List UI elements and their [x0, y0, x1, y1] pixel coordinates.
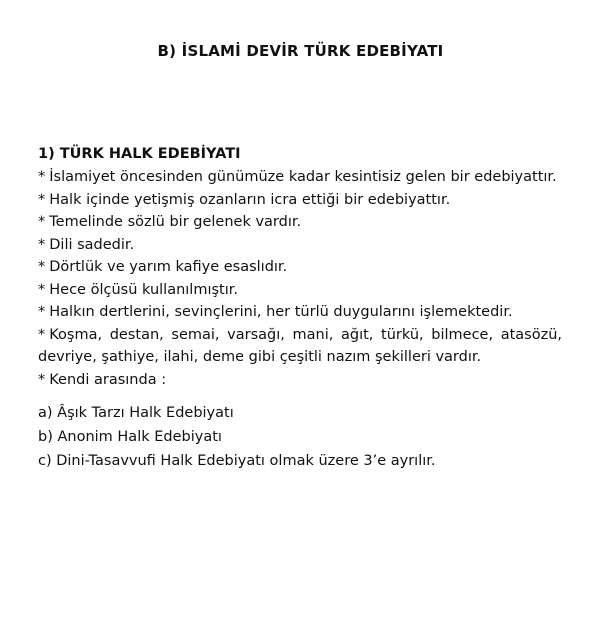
- bullet-text: Dörtlük ve yarım kafiye esaslıdır.: [49, 259, 288, 275]
- bullet-marker: *: [38, 236, 46, 253]
- subtype-item: b) Anonim Halk Edebiyatı: [38, 429, 222, 445]
- bullet-text: Temelinde sözlü bir gelenek vardır.: [49, 214, 302, 230]
- section-content: [38, 142, 562, 473]
- bullet-item: [38, 166, 562, 189]
- bullet-text: İslamiyet öncesinden günümüze kadar kesintisiz gelen bir edebiyattır.: [49, 169, 557, 185]
- bullet-marker: *: [38, 281, 46, 298]
- subtype-item: c) Dini-Tasavvufi Halk Edebiyatı olmak üzere 3’e ayrılır.: [38, 453, 436, 469]
- bullet-item: [38, 279, 562, 302]
- bullet-item: [38, 256, 562, 279]
- subtype-item: a) Âşık Tarzı Halk Edebiyatı: [38, 405, 234, 421]
- bullet-item: [38, 369, 562, 392]
- bullet-item: [38, 301, 562, 324]
- subtype-list: [38, 401, 562, 473]
- bullet-text: Koşma, destan, semai, varsağı, mani, ağıt, türkü, bilmece, atasözü, devriye, şathiye, ilahi, deme gibi çeşitli nazım şekilleri vardır.: [38, 326, 562, 365]
- bullet-marker: *: [38, 214, 46, 230]
- bullet-list: [38, 166, 562, 391]
- bullet-item: [38, 211, 562, 234]
- bullet-marker: *: [38, 169, 46, 185]
- bullet-text: Kendi arasında :: [49, 371, 167, 388]
- bullet-text: Halk içinde yetişmiş ozanların icra ettiği bir edebiyattır.: [49, 191, 451, 208]
- bullet-text: Dili sadedir.: [49, 236, 135, 253]
- bullet-text: Halkın dertlerini, sevinçlerini, her türlü duygularını işlemektedir.: [49, 304, 513, 320]
- bullet-item: [38, 234, 562, 257]
- bullet-marker: *: [38, 326, 46, 343]
- bullet-marker: *: [38, 304, 46, 320]
- bullet-marker: *: [38, 191, 46, 208]
- bullet-marker: *: [38, 259, 46, 275]
- page-title: B) İSLAMİ DEVİR TÜRK EDEBİYATI: [157, 42, 444, 60]
- bullet-item: [38, 189, 562, 212]
- bullet-marker: *: [38, 371, 46, 388]
- bullet-item: [38, 324, 562, 369]
- bullet-text: Hece ölçüsü kullanılmıştır.: [49, 281, 238, 298]
- section-heading: 1) TÜRK HALK EDEBİYATI: [38, 146, 241, 162]
